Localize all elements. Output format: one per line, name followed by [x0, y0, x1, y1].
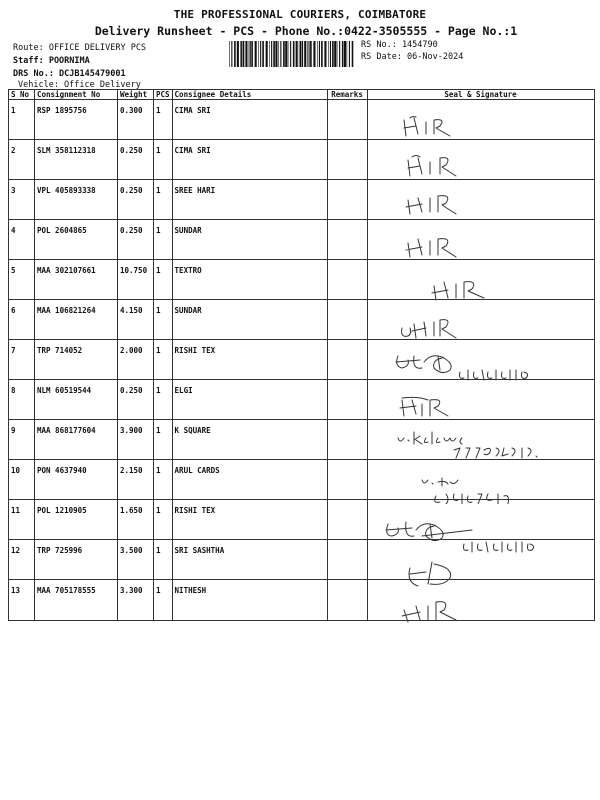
cell-consignment: TRP 714052 — [35, 340, 118, 380]
cell-weight: 0.250 — [118, 220, 154, 260]
header-seal-signature: Seal & Signature — [367, 90, 594, 100]
table-row — [9, 420, 595, 460]
cell-seal-signature — [367, 540, 594, 580]
drs-number-field: DRS No.: DCJB145479001 — [13, 69, 126, 79]
cell-consignee: NITHESH — [172, 580, 327, 621]
cell-seal-signature — [367, 460, 594, 500]
cell-weight: 3.300 — [118, 580, 154, 621]
cell-seal-signature — [367, 180, 594, 220]
cell-consignee: K SQUARE — [172, 420, 327, 460]
cell-seal-signature — [367, 380, 594, 420]
rs-number-field: RS No.: 1454790 — [361, 40, 438, 50]
cell-seal-signature — [367, 340, 594, 380]
cell-seal-signature — [367, 140, 594, 180]
vehicle-field: Vehicle: Office Delivery — [18, 80, 141, 90]
cell-remarks — [327, 220, 367, 260]
rs-date-field: RS Date: 06-Nov-2024 — [361, 52, 464, 62]
cell-consignment: MAA 302107661 — [35, 260, 118, 300]
cell-pcs: 1 — [154, 380, 173, 420]
cell-weight: 0.250 — [118, 380, 154, 420]
cell-sno: 12 — [9, 540, 35, 580]
cell-consignment: TRP 725996 — [35, 540, 118, 580]
cell-pcs: 1 — [154, 260, 173, 300]
cell-weight: 3.500 — [118, 540, 154, 580]
table-row — [9, 380, 595, 420]
cell-consignee: TEXTRO — [172, 260, 327, 300]
cell-weight: 2.150 — [118, 460, 154, 500]
table-row — [9, 260, 595, 300]
cell-weight: 3.900 — [118, 420, 154, 460]
barcode-image — [228, 41, 356, 67]
cell-sno: 11 — [9, 500, 35, 540]
cell-remarks — [327, 340, 367, 380]
cell-sno: 4 — [9, 220, 35, 260]
cell-pcs: 1 — [154, 460, 173, 500]
cell-pcs: 1 — [154, 220, 173, 260]
cell-remarks — [327, 500, 367, 540]
cell-consignment: RSP 1895756 — [35, 100, 118, 140]
cell-seal-signature — [367, 420, 594, 460]
cell-pcs: 1 — [154, 300, 173, 340]
cell-weight: 1.650 — [118, 500, 154, 540]
table-row — [9, 460, 595, 500]
cell-pcs: 1 — [154, 140, 173, 180]
cell-seal-signature — [367, 100, 594, 140]
cell-consignment: PON 4637940 — [35, 460, 118, 500]
cell-remarks — [327, 180, 367, 220]
cell-sno: 5 — [9, 260, 35, 300]
cell-consignment: MAA 705178555 — [35, 580, 118, 621]
cell-weight: 0.300 — [118, 100, 154, 140]
header-pcs: PCS — [154, 90, 173, 100]
cell-consignee: ARUL CARDS — [172, 460, 327, 500]
table-row — [9, 220, 595, 260]
cell-pcs: 1 — [154, 500, 173, 540]
header-sno: S No — [9, 90, 35, 100]
cell-sno: 10 — [9, 460, 35, 500]
company-title: THE PROFESSIONAL COURIERS, COIMBATORE — [173, 8, 427, 21]
cell-consignment: MAA 106821264 — [35, 300, 118, 340]
cell-sno: 3 — [9, 180, 35, 220]
cell-sno: 9 — [9, 420, 35, 460]
cell-weight: 0.250 — [118, 140, 154, 180]
cell-weight: 4.150 — [118, 300, 154, 340]
cell-consignee: ELGI — [172, 380, 327, 420]
cell-pcs: 1 — [154, 420, 173, 460]
header-consignment: Consignment No — [35, 90, 118, 100]
header-weight: Weight — [118, 90, 154, 100]
cell-remarks — [327, 100, 367, 140]
cell-consignment: POL 1210905 — [35, 500, 118, 540]
header-consignee: Consignee Details — [172, 90, 327, 100]
cell-consignee: SUNDAR — [172, 300, 327, 340]
cell-pcs: 1 — [154, 580, 173, 621]
cell-pcs: 1 — [154, 180, 173, 220]
cell-remarks — [327, 540, 367, 580]
cell-consignee: SUNDAR — [172, 220, 327, 260]
cell-remarks — [327, 260, 367, 300]
runsheet-subtitle: Delivery Runsheet - PCS - Phone No.:0422-3505555 - Page No.:1 — [94, 24, 518, 38]
table-row — [9, 300, 595, 340]
cell-remarks — [327, 300, 367, 340]
staff-field: Staff: POORNIMA — [13, 56, 90, 66]
cell-seal-signature — [367, 260, 594, 300]
cell-sno: 7 — [9, 340, 35, 380]
cell-consignee: SRI SASHTHA — [172, 540, 327, 580]
cell-consignee: RISHI TEX — [172, 340, 327, 380]
cell-remarks — [327, 380, 367, 420]
cell-consignment: VPL 405893338 — [35, 180, 118, 220]
table-row — [9, 340, 595, 380]
cell-remarks — [327, 460, 367, 500]
cell-pcs: 1 — [154, 540, 173, 580]
table-row — [9, 140, 595, 180]
cell-weight: 10.750 — [118, 260, 154, 300]
cell-remarks — [327, 140, 367, 180]
cell-seal-signature — [367, 220, 594, 260]
route-field: Route: OFFICE DELIVERY PCS — [13, 43, 147, 53]
cell-seal-signature — [367, 580, 594, 621]
table-row — [9, 100, 595, 140]
cell-weight: 0.250 — [118, 180, 154, 220]
table-row — [9, 500, 595, 540]
table-row — [9, 540, 595, 580]
cell-consignment: NLM 60519544 — [35, 380, 118, 420]
cell-consignee: RISHI TEX — [172, 500, 327, 540]
cell-remarks — [327, 420, 367, 460]
cell-sno: 8 — [9, 380, 35, 420]
table-row — [9, 580, 595, 621]
table-header-row — [9, 90, 595, 100]
cell-sno: 2 — [9, 140, 35, 180]
cell-consignment: SLM 358112318 — [35, 140, 118, 180]
cell-sno: 13 — [9, 580, 35, 621]
cell-consignment: POL 2604865 — [35, 220, 118, 260]
cell-weight: 2.000 — [118, 340, 154, 380]
header-remarks: Remarks — [327, 90, 367, 100]
cell-consignment: MAA 868177604 — [35, 420, 118, 460]
cell-consignee: CIMA SRI — [172, 140, 327, 180]
cell-consignee: CIMA SRI — [172, 100, 327, 140]
cell-seal-signature — [367, 500, 594, 540]
cell-sno: 1 — [9, 100, 35, 140]
cell-sno: 6 — [9, 300, 35, 340]
cell-remarks — [327, 580, 367, 621]
cell-consignee: SREE HARI — [172, 180, 327, 220]
cell-pcs: 1 — [154, 340, 173, 380]
cell-pcs: 1 — [154, 100, 173, 140]
cell-seal-signature — [367, 300, 594, 340]
runsheet-table — [8, 89, 595, 621]
table-row — [9, 180, 595, 220]
